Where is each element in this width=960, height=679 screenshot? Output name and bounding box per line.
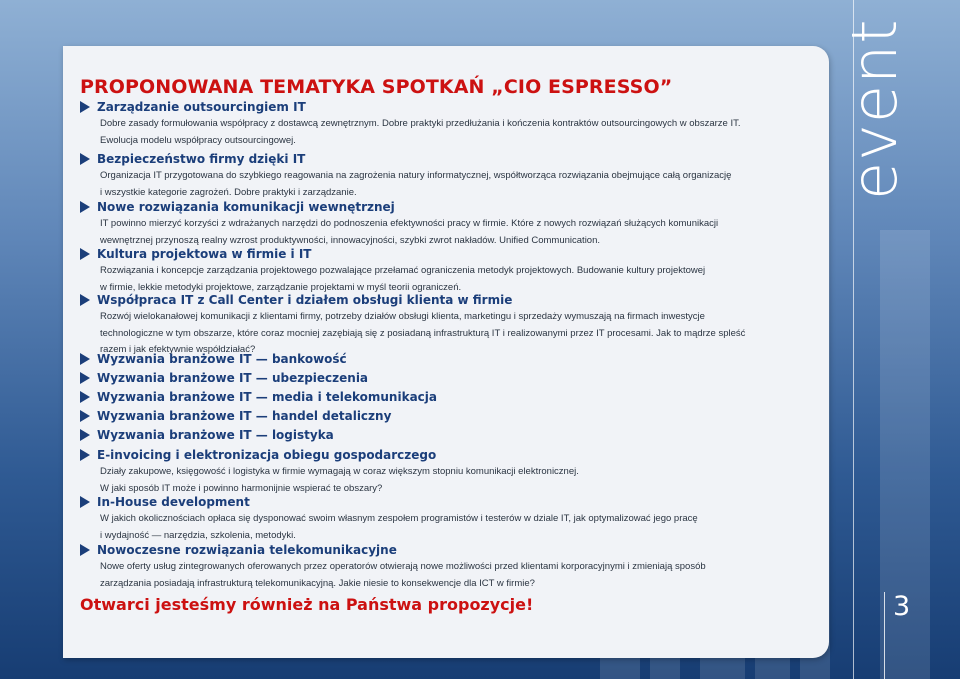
bullet-triangle-icon xyxy=(80,544,90,556)
section-text: technologiczne w tym obszarze, które coraz mocniej zazębiają się z posiadaną infrastrukturą IT i realizowanymi przez IT procesami. Jak to mądrze spleść xyxy=(100,327,746,339)
section-text: Rozwiązania i koncepcje zarządzania projektowego pozwalające przełamać ograniczenia metodyk projektowych. Budowanie kultury projektowej xyxy=(100,265,706,276)
page-number: 3 xyxy=(893,591,911,622)
section-retail xyxy=(80,407,391,425)
section-e-invoicing xyxy=(80,446,800,497)
bullet-triangle-icon xyxy=(80,391,90,403)
section-text: Rozwój wielokanałowej komunikacji z klientami firmy, potrzeby działów obsługi klienta, marketingu i sprzedaży wymuszają na firmach inwestycje xyxy=(100,311,705,322)
section-title: In-House development xyxy=(97,495,250,509)
section-project-culture xyxy=(80,245,800,296)
section-text: Ewolucja modelu współpracy outsourcingowej. xyxy=(100,134,296,146)
section-title: Wyzwania branżowe IT — logistyka xyxy=(97,428,334,442)
page-title: PROPONOWANA TEMATYKA SPOTKAŃ „CIO ESPRESSO” xyxy=(80,76,673,98)
bullet-triangle-icon xyxy=(80,201,90,213)
section-telecom xyxy=(80,541,800,592)
section-logistics xyxy=(80,426,334,444)
section-text: Dobre zasady formułowania współpracy z dostawcą zewnętrznym. Dobre praktyki przedłużania i kończenia kontraktów outsourcingowych w obszarze IT. xyxy=(100,118,741,129)
bullet-triangle-icon xyxy=(80,449,90,461)
section-internal-communication xyxy=(80,198,800,249)
section-text: razem i jak efektywnie współdziałać? xyxy=(100,344,256,355)
section-outsourcing xyxy=(80,98,800,149)
brand-wordmark: event xyxy=(838,18,911,200)
section-title: Wyzwania branżowe IT — media i telekomunikacja xyxy=(97,390,437,404)
section-title: Nowe rozwiązania komunikacji wewnętrznej xyxy=(97,200,395,214)
section-title: E-invoicing i elektronizacja obiegu gospodarczego xyxy=(97,448,437,462)
section-in-house xyxy=(80,493,800,544)
section-media-telecom xyxy=(80,388,437,406)
section-title: Wyzwania branżowe IT — ubezpieczenia xyxy=(97,371,369,385)
section-text: Działy zakupowe, księgowość i logistyka w firmie wymagają w coraz większym stopniu komunikacji elektronicznej. xyxy=(100,466,579,477)
section-text: zarządzania posiadają infrastrukturą telekomunikacyjną. Jakie niesie to konsekwencje dla ICT w firmie? xyxy=(100,577,535,589)
section-title: Bezpieczeństwo firmy dzięki IT xyxy=(97,152,306,166)
section-security xyxy=(80,150,800,201)
section-insurance xyxy=(80,369,368,387)
section-text: i wydajność — narzędzia, szkolenia, metodyki. xyxy=(100,529,296,541)
divider-line xyxy=(884,592,885,679)
section-title: Zarządzanie outsourcingiem IT xyxy=(97,100,306,114)
bullet-triangle-icon xyxy=(80,353,90,365)
bullet-triangle-icon xyxy=(80,294,90,306)
section-text: W jaki sposób IT może i powinno harmonijnie wspierać te obszary? xyxy=(100,482,383,494)
section-title: Kultura projektowa w firmie i IT xyxy=(97,247,312,261)
section-text: W jakich okolicznościach opłaca się dysponować swoim własnym zespołem programistów i testerów w dziale IT, jak optymalizować jego pracę xyxy=(100,513,698,524)
section-title: Wyzwania branżowe IT — handel detaliczny xyxy=(97,409,392,423)
closing-statement: Otwarci jesteśmy również na Państwa propozycje! xyxy=(80,595,534,614)
section-banking xyxy=(80,350,347,368)
section-text: Nowe oferty usług zintegrowanych oferowanych przez operatorów otwierają nowe możliwości przed klientami korporacyjnymi i zmieniają sposób xyxy=(100,561,706,572)
section-text: Organizacja IT przygotowana do szybkiego reagowania na zagrożenia natury informatycznej, współtworząca rozwiązania obejmujące całą organizację xyxy=(100,170,732,181)
section-text: w firmie, lekkie metodyki projektowe, zarządzanie projektami w myśl teorii ograniczeń. xyxy=(100,281,462,293)
bullet-triangle-icon xyxy=(80,101,90,113)
bullet-triangle-icon xyxy=(80,429,90,441)
section-title: Nowoczesne rozwiązania telekomunikacyjne xyxy=(97,543,397,557)
section-title: Wyzwania branżowe IT — bankowość xyxy=(97,352,347,366)
bullet-triangle-icon xyxy=(80,410,90,422)
bullet-triangle-icon xyxy=(80,153,90,165)
bullet-triangle-icon xyxy=(80,496,90,508)
section-text: i wszystkie kategorie zagrożeń. Dobre praktyki i zarządzanie. xyxy=(100,186,357,198)
bullet-triangle-icon xyxy=(80,248,90,260)
section-text: IT powinno mierzyć korzyści z wdrażanych narzędzi do podnoszenia efektywności pracy w firmie. Które z nowych rozwiązań służących komunikacji xyxy=(100,218,719,229)
section-title: Współpraca IT z Call Center i działem obsługi klienta w firmie xyxy=(97,293,513,307)
section-text: wewnętrznej przynoszą realny wzrost produktywności, innowacyjności, szybki zwrot nakładów. Unified Communication. xyxy=(100,234,601,246)
section-call-center xyxy=(80,291,800,359)
bullet-triangle-icon xyxy=(80,372,90,384)
